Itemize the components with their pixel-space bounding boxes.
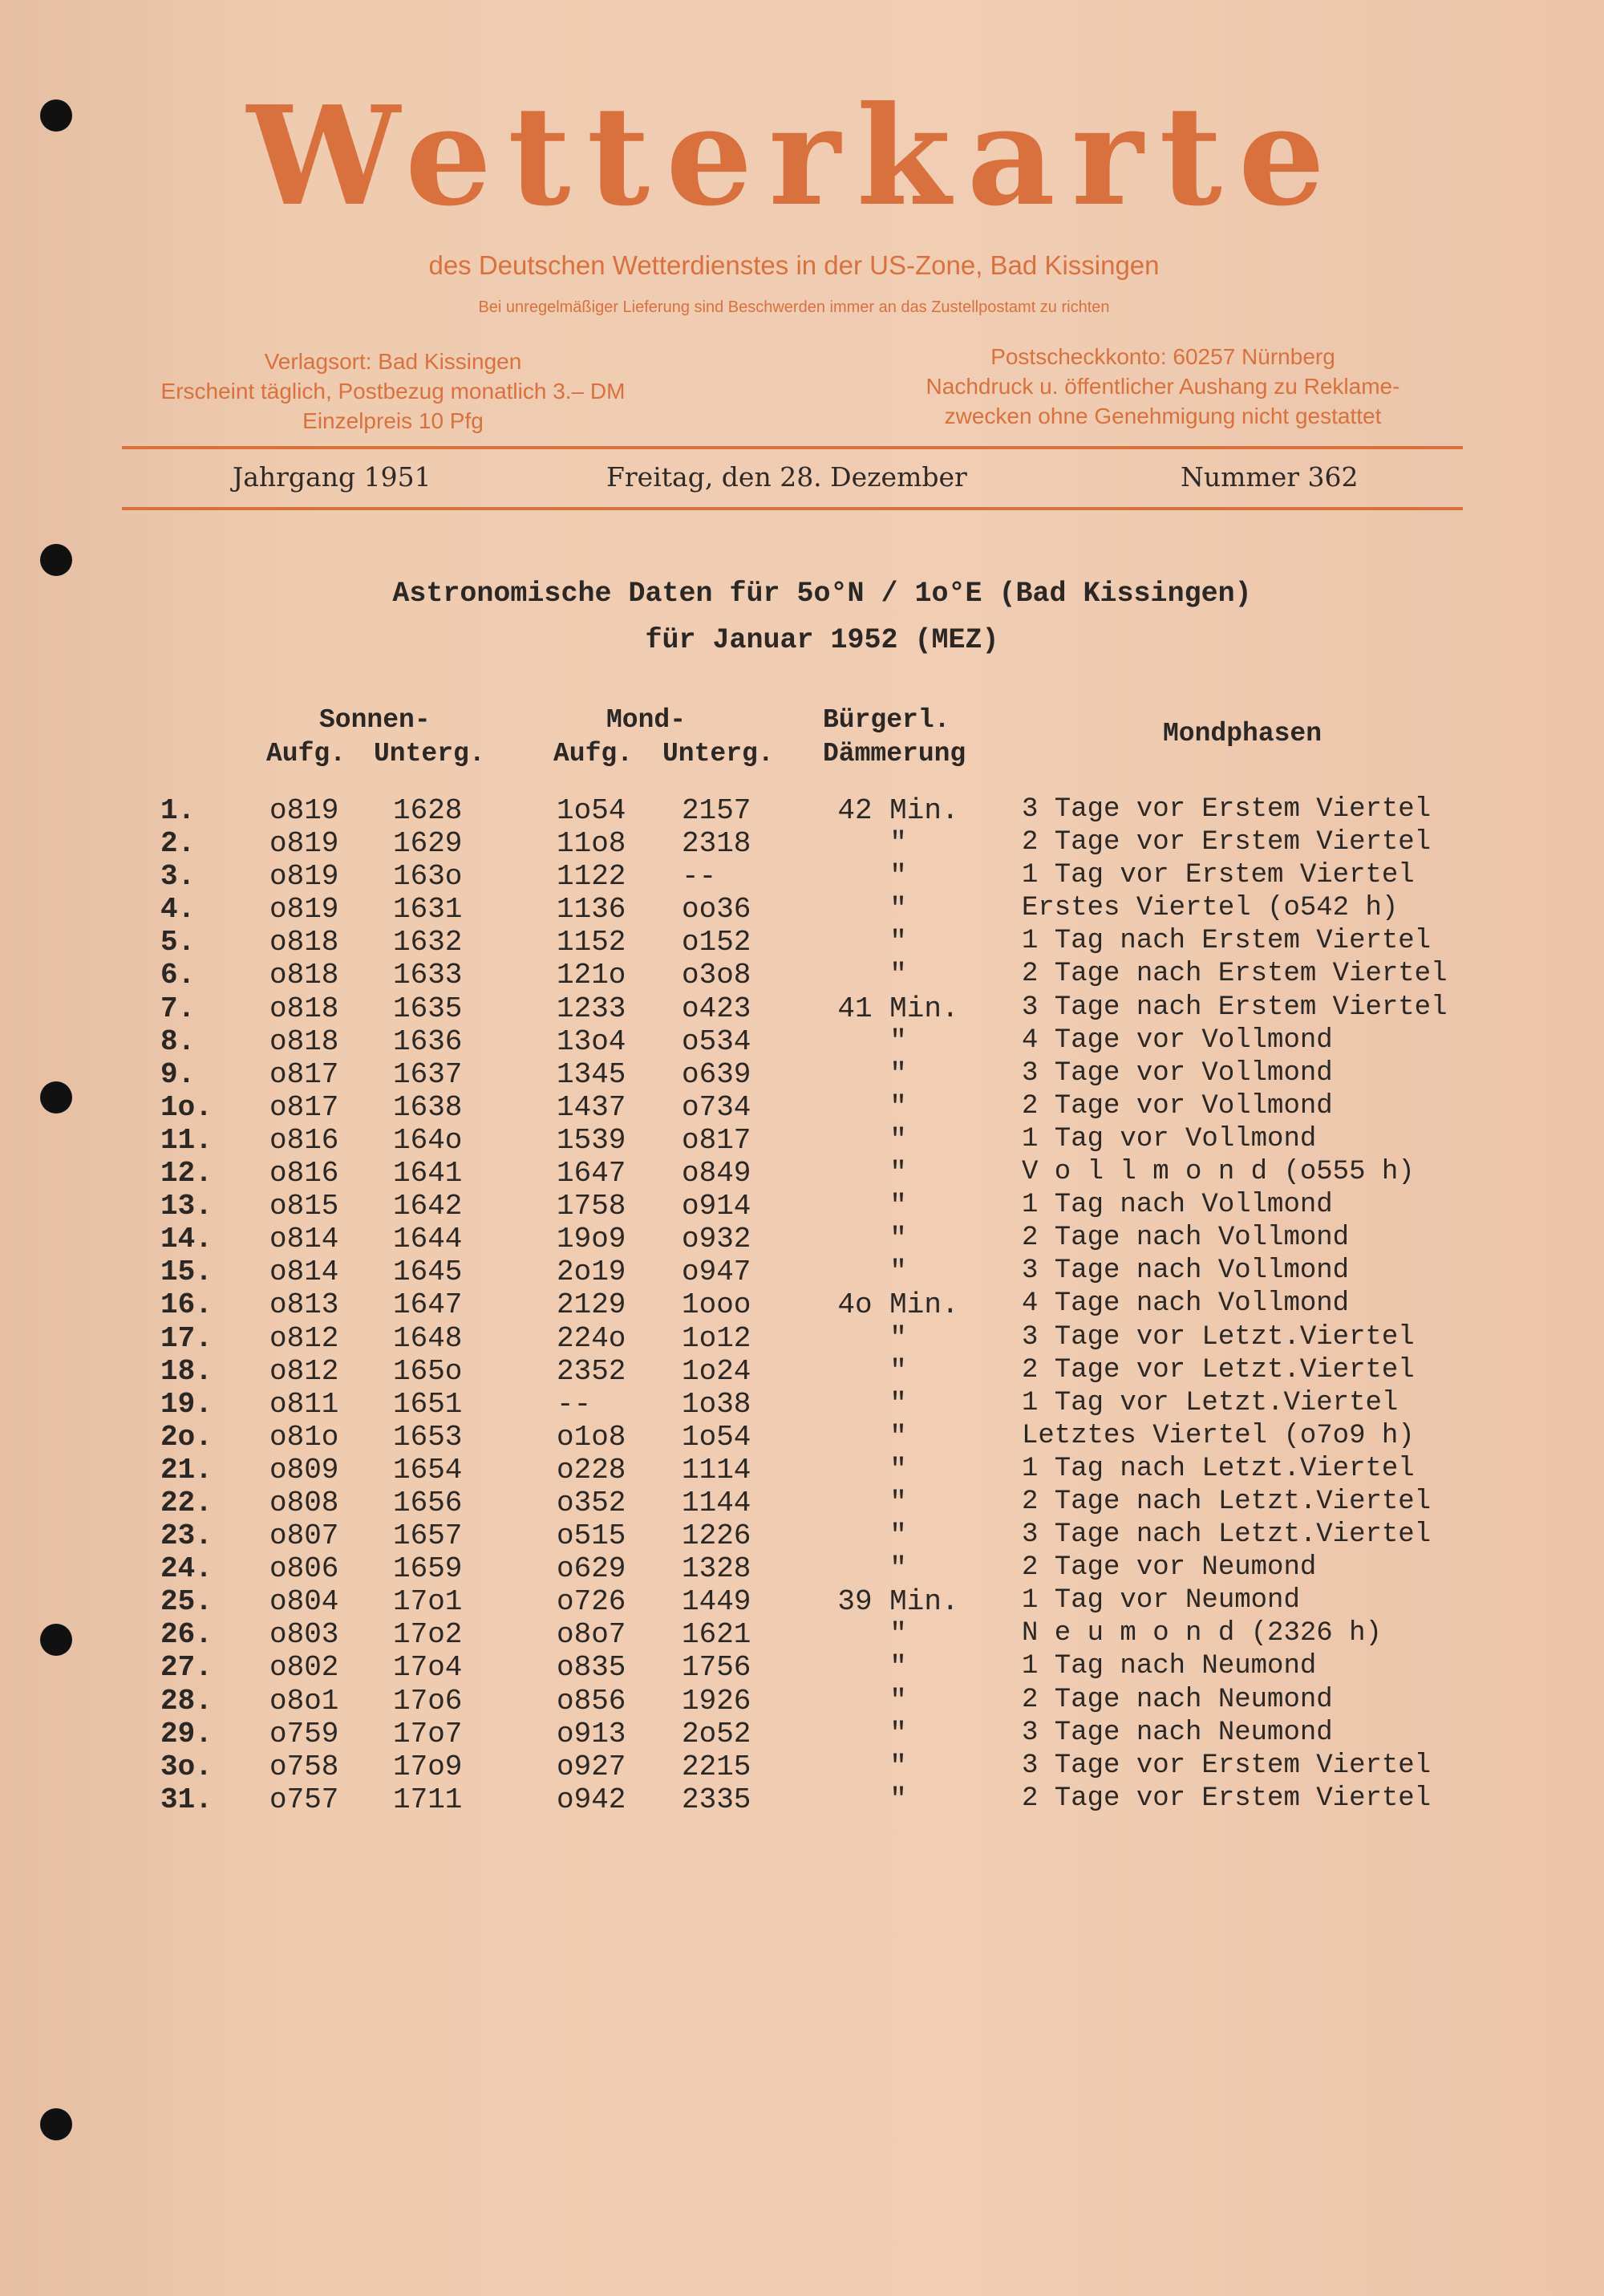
moon-rise-cell: 13o4	[557, 1024, 626, 1058]
twilight-cell: "	[889, 1717, 907, 1750]
sun-rise-cell: o816	[269, 1157, 339, 1191]
twilight-cell: "	[889, 926, 907, 959]
copyright-line: Postscheckkonto: 60257 Nürnberg	[990, 344, 1335, 369]
moon-set-cell: 1449	[682, 1585, 751, 1619]
moon-phase-cell: 1 Tag nach Letzt.Viertel	[1022, 1453, 1415, 1484]
sun-set-cell: 1654	[393, 1453, 463, 1487]
table-row	[0, 1618, 1604, 1651]
table-row	[0, 1190, 1604, 1223]
sun-rise-cell: o814	[269, 1223, 339, 1256]
moon-rise-cell: o515	[557, 1519, 626, 1553]
day-cell: 1.	[160, 794, 196, 827]
sun-set-cell: 1711	[393, 1783, 463, 1816]
twilight-cell: "	[889, 1190, 907, 1223]
moon-phase-cell: 3 Tage nach Neumond	[1022, 1717, 1333, 1748]
sun-rise-cell: o818	[269, 992, 339, 1025]
masthead-title: Wetterkarte	[246, 76, 1342, 237]
moon-set-cell: 2157	[682, 794, 751, 827]
moon-rise-cell: o927	[557, 1750, 626, 1783]
twilight-cell: 39 Min.	[837, 1585, 959, 1619]
moon-rise-cell: 1136	[557, 893, 626, 927]
day-cell: 26.	[160, 1618, 213, 1652]
day-cell: 2o.	[160, 1420, 213, 1454]
moon-set-cell: 2215	[682, 1750, 751, 1783]
moon-phase-cell: 1 Tag vor Erstem Viertel	[1022, 860, 1415, 891]
day-cell: 24.	[160, 1552, 213, 1586]
moon-phase-cell: 2 Tage nach Erstem Viertel	[1022, 959, 1448, 990]
masthead-subtitle: des Deutschen Wetterdienstes in der US-Zone, Bad Kissingen	[428, 250, 1160, 280]
moon-rise-cell: 1152	[557, 926, 626, 959]
publisher-line: Verlagsort: Bad Kissingen	[264, 349, 522, 374]
twilight-cell: "	[889, 1750, 907, 1783]
twilight-cell: "	[889, 1684, 907, 1718]
sun-set-cell: 1632	[393, 926, 463, 959]
sun-set-cell: 1628	[393, 794, 463, 827]
sun-rise-cell: o819	[269, 827, 339, 861]
twilight-cell: "	[889, 1123, 907, 1157]
moon-set-cell: o734	[682, 1090, 751, 1124]
twilight-cell: "	[889, 1618, 907, 1652]
col-header-sun-rise: Aufg.	[266, 739, 346, 769]
moon-set-cell: o152	[682, 926, 751, 959]
moon-rise-cell: 2o19	[557, 1255, 626, 1289]
copyright-line: Nachdruck u. öffentlicher Aushang zu Reklame-	[926, 374, 1400, 399]
day-cell: 17.	[160, 1321, 213, 1355]
sun-rise-cell: o8o1	[269, 1684, 339, 1718]
moon-rise-cell: o942	[557, 1783, 626, 1816]
sun-rise-cell: o802	[269, 1651, 339, 1685]
moon-set-cell: o817	[682, 1123, 751, 1157]
moon-phase-cell: 1 Tag nach Erstem Viertel	[1022, 926, 1432, 957]
moon-set-cell: 1o38	[682, 1387, 751, 1421]
sun-set-cell: 1638	[393, 1090, 463, 1124]
copyright-info	[890, 342, 1436, 431]
sun-set-cell: 1642	[393, 1190, 463, 1223]
issue-year: Jahrgang 1951	[233, 461, 431, 493]
moon-rise-cell: 224o	[557, 1321, 626, 1355]
moon-rise-cell: 1o54	[557, 794, 626, 827]
day-cell: 19.	[160, 1387, 213, 1421]
astronomy-table	[0, 794, 1604, 1816]
day-cell: 28.	[160, 1684, 213, 1718]
sun-rise-cell: o809	[269, 1453, 339, 1487]
twilight-cell: "	[889, 1387, 907, 1421]
moon-phase-cell: 4 Tage nach Vollmond	[1022, 1288, 1350, 1320]
moon-set-cell: o849	[682, 1157, 751, 1191]
moon-set-cell: 1621	[682, 1618, 751, 1652]
day-cell: 27.	[160, 1651, 213, 1685]
moon-phase-cell: 1 Tag vor Vollmond	[1022, 1123, 1317, 1154]
moon-set-cell: o639	[682, 1057, 751, 1091]
sun-set-cell: 1645	[393, 1255, 463, 1289]
moon-set-cell: 2335	[682, 1783, 751, 1816]
sun-set-cell: 1653	[393, 1420, 463, 1454]
moon-phase-cell: 3 Tage vor Erstem Viertel	[1022, 794, 1432, 825]
sun-set-cell: 1631	[393, 893, 463, 927]
moon-rise-cell: o726	[557, 1585, 626, 1619]
twilight-cell: "	[889, 1486, 907, 1519]
col-header-mondphasen: Mondphasen	[1163, 719, 1322, 748]
sun-rise-cell: o819	[269, 860, 339, 894]
moon-rise-cell: o629	[557, 1552, 626, 1586]
moon-rise-cell: --	[557, 1387, 592, 1421]
twilight-cell: "	[889, 1057, 907, 1091]
moon-set-cell: 1926	[682, 1684, 751, 1718]
moon-phase-cell: 3 Tage nach Erstem Viertel	[1022, 992, 1448, 1023]
twilight-cell: "	[889, 1651, 907, 1685]
issue-number: Nummer 362	[1181, 461, 1359, 493]
moon-phase-cell: 2 Tage vor Vollmond	[1022, 1090, 1333, 1122]
issue-date: Freitag, den 28. Dezember	[606, 461, 967, 493]
delivery-notice: Bei unregelmäßiger Lieferung sind Beschwerden immer an das Zustellpostamt zu richten	[478, 298, 1110, 316]
moon-phase-cell: 2 Tage vor Erstem Viertel	[1022, 1783, 1432, 1814]
moon-set-cell: oo36	[682, 893, 751, 927]
publisher-line: Erscheint täglich, Postbezug monatlich 3.– DM	[160, 379, 626, 404]
moon-phase-cell: 3 Tage nach Letzt.Viertel	[1022, 1519, 1432, 1551]
sun-set-cell: 164o	[393, 1123, 463, 1157]
punch-hole	[40, 544, 72, 576]
sun-rise-cell: o819	[269, 794, 339, 827]
sun-rise-cell: o818	[269, 926, 339, 959]
table-row	[0, 1750, 1604, 1783]
moon-set-cell: 1114	[682, 1453, 751, 1487]
col-header-mond: Mond-	[606, 705, 687, 735]
sun-rise-cell: o807	[269, 1519, 339, 1553]
moon-phase-cell: 2 Tage vor Neumond	[1022, 1552, 1317, 1584]
sun-set-cell: 1657	[393, 1519, 463, 1553]
moon-rise-cell: o913	[557, 1717, 626, 1750]
moon-set-cell: 1ooo	[682, 1288, 751, 1322]
day-cell: 22.	[160, 1486, 213, 1519]
sun-set-cell: 17o1	[393, 1585, 463, 1619]
sun-rise-cell: o817	[269, 1090, 339, 1124]
moon-phase-cell: 1 Tag nach Vollmond	[1022, 1190, 1333, 1221]
moon-phase-cell: 3 Tage vor Erstem Viertel	[1022, 1750, 1432, 1781]
table-row	[0, 1058, 1604, 1091]
moon-phase-cell: 2 Tage vor Erstem Viertel	[1022, 827, 1432, 858]
moon-phase-cell: 2 Tage vor Letzt.Viertel	[1022, 1354, 1415, 1385]
moon-set-cell: 2318	[682, 827, 751, 861]
moon-set-cell: --	[682, 860, 717, 894]
table-row	[0, 1091, 1604, 1124]
day-cell: 9.	[160, 1057, 196, 1091]
moon-set-cell: 1328	[682, 1552, 751, 1586]
day-cell: 1o.	[160, 1090, 213, 1124]
table-row	[0, 1388, 1604, 1421]
table-row	[0, 1783, 1604, 1816]
sun-rise-cell: o803	[269, 1618, 339, 1652]
twilight-cell: "	[889, 1420, 907, 1454]
sun-set-cell: 1648	[393, 1321, 463, 1355]
col-header-buergerl: Bürgerl.	[823, 705, 950, 735]
sun-rise-cell: o811	[269, 1387, 339, 1421]
sun-rise-cell: o81o	[269, 1420, 339, 1454]
sun-rise-cell: o816	[269, 1123, 339, 1157]
twilight-cell: "	[889, 1223, 907, 1256]
table-row	[0, 1454, 1604, 1487]
day-cell: 7.	[160, 992, 196, 1025]
twilight-cell: "	[889, 1453, 907, 1487]
twilight-cell: "	[889, 1090, 907, 1124]
moon-phase-cell: V o l l m o n d (o555 h)	[1022, 1157, 1415, 1188]
sun-rise-cell: o813	[269, 1288, 339, 1322]
day-cell: 5.	[160, 926, 196, 959]
moon-rise-cell: o856	[557, 1684, 626, 1718]
day-cell: 18.	[160, 1354, 213, 1388]
moon-rise-cell: o352	[557, 1486, 626, 1519]
day-cell: 3.	[160, 860, 196, 894]
sun-rise-cell: o812	[269, 1321, 339, 1355]
moon-set-cell: o3o8	[682, 959, 751, 992]
moon-set-cell: o947	[682, 1255, 751, 1289]
twilight-cell: "	[889, 1783, 907, 1816]
table-row	[0, 1487, 1604, 1519]
moon-phase-cell: 1 Tag vor Neumond	[1022, 1585, 1300, 1617]
day-cell: 29.	[160, 1717, 213, 1750]
bottom-rule	[122, 507, 1463, 510]
sun-set-cell: 1659	[393, 1552, 463, 1586]
twilight-cell: "	[889, 1552, 907, 1586]
col-header-sonnen: Sonnen-	[319, 705, 431, 735]
sun-set-cell: 17o9	[393, 1750, 463, 1783]
moon-rise-cell: 19o9	[557, 1223, 626, 1256]
sun-rise-cell: o815	[269, 1190, 339, 1223]
col-header-sun-set: Unterg.	[374, 739, 485, 769]
sun-set-cell: 165o	[393, 1354, 463, 1388]
day-cell: 6.	[160, 959, 196, 992]
moon-phase-cell: Erstes Viertel (o542 h)	[1022, 893, 1399, 924]
moon-phase-cell: 1 Tag vor Letzt.Viertel	[1022, 1387, 1399, 1418]
publisher-info	[136, 347, 650, 436]
moon-set-cell: 1756	[682, 1651, 751, 1685]
moon-rise-cell: 1647	[557, 1157, 626, 1191]
moon-set-cell: 2o52	[682, 1717, 751, 1750]
moon-set-cell: o423	[682, 992, 751, 1025]
day-cell: 11.	[160, 1123, 213, 1157]
moon-set-cell: 1o54	[682, 1420, 751, 1454]
sun-rise-cell: o818	[269, 1024, 339, 1058]
section-heading: Astronomische Daten für 5o°N / 1o°E (Bad Kissingen)	[392, 578, 1252, 610]
sun-set-cell: 1633	[393, 959, 463, 992]
sun-set-cell: 1637	[393, 1057, 463, 1091]
table-row	[0, 1255, 1604, 1288]
sun-rise-cell: o808	[269, 1486, 339, 1519]
table-row	[0, 860, 1604, 893]
table-row	[0, 1651, 1604, 1684]
sun-set-cell: 1644	[393, 1223, 463, 1256]
sun-set-cell: 1656	[393, 1486, 463, 1519]
moon-phase-cell: Letztes Viertel (o7o9 h)	[1022, 1420, 1415, 1451]
day-cell: 25.	[160, 1585, 213, 1619]
day-cell: 23.	[160, 1519, 213, 1553]
twilight-cell: "	[889, 827, 907, 861]
twilight-cell: "	[889, 1157, 907, 1191]
table-row	[0, 827, 1604, 860]
day-cell: 3o.	[160, 1750, 213, 1783]
sun-rise-cell: o758	[269, 1750, 339, 1783]
moon-phase-cell: 3 Tage vor Vollmond	[1022, 1057, 1333, 1089]
col-header-daemmerung: Dämmerung	[823, 739, 966, 769]
sun-set-cell: 17o4	[393, 1651, 463, 1685]
sun-set-cell: 17o2	[393, 1618, 463, 1652]
table-row	[0, 926, 1604, 959]
twilight-cell: "	[889, 1354, 907, 1388]
sun-set-cell: 1647	[393, 1288, 463, 1322]
table-row	[0, 1585, 1604, 1618]
twilight-cell: "	[889, 1255, 907, 1289]
moon-set-cell: o932	[682, 1223, 751, 1256]
sun-rise-cell: o817	[269, 1057, 339, 1091]
moon-phase-cell: 4 Tage vor Vollmond	[1022, 1024, 1333, 1056]
moon-rise-cell: 1345	[557, 1057, 626, 1091]
sun-rise-cell: o806	[269, 1552, 339, 1586]
top-rule	[122, 446, 1463, 449]
moon-phase-cell: 3 Tage vor Letzt.Viertel	[1022, 1321, 1415, 1353]
day-cell: 12.	[160, 1157, 213, 1191]
moon-rise-cell: 121o	[557, 959, 626, 992]
day-cell: 14.	[160, 1223, 213, 1256]
day-cell: 2.	[160, 827, 196, 861]
table-row	[0, 959, 1604, 992]
sun-set-cell: 17o6	[393, 1684, 463, 1718]
table-row	[0, 1552, 1604, 1585]
table-row	[0, 1288, 1604, 1321]
moon-rise-cell: o835	[557, 1651, 626, 1685]
sun-rise-cell: o759	[269, 1717, 339, 1750]
sun-set-cell: 163o	[393, 860, 463, 894]
table-row	[0, 1519, 1604, 1552]
twilight-cell: 41 Min.	[837, 992, 959, 1025]
table-row	[0, 1685, 1604, 1718]
table-row	[0, 1718, 1604, 1750]
moon-rise-cell: o228	[557, 1453, 626, 1487]
table-row	[0, 893, 1604, 926]
copyright-line: zwecken ohne Genehmigung nicht gestattet	[944, 404, 1382, 428]
twilight-cell: "	[889, 1519, 907, 1553]
moon-rise-cell: 1758	[557, 1190, 626, 1223]
sun-rise-cell: o804	[269, 1585, 339, 1619]
day-cell: 31.	[160, 1783, 213, 1816]
day-cell: 8.	[160, 1024, 196, 1058]
sun-set-cell: 1641	[393, 1157, 463, 1191]
moon-rise-cell: 11o8	[557, 827, 626, 861]
sun-set-cell: 1651	[393, 1387, 463, 1421]
moon-phase-cell: 2 Tage nach Neumond	[1022, 1684, 1333, 1715]
section-subheading: für Januar 1952 (MEZ)	[645, 624, 999, 656]
moon-rise-cell: 1233	[557, 992, 626, 1025]
moon-rise-cell: 1122	[557, 860, 626, 894]
twilight-cell: "	[889, 860, 907, 894]
table-row	[0, 1322, 1604, 1355]
moon-set-cell: 1o12	[682, 1321, 751, 1355]
col-header-moon-rise: Aufg.	[553, 739, 634, 769]
moon-phase-cell: N e u m o n d (2326 h)	[1022, 1618, 1382, 1649]
sun-rise-cell: o812	[269, 1354, 339, 1388]
moon-phase-cell: 3 Tage nach Vollmond	[1022, 1255, 1350, 1287]
sun-set-cell: 1635	[393, 992, 463, 1025]
col-header-moon-set: Unterg.	[662, 739, 774, 769]
sun-rise-cell: o814	[269, 1255, 339, 1289]
moon-set-cell: 1226	[682, 1519, 751, 1553]
sun-set-cell: 1636	[393, 1024, 463, 1058]
table-row	[0, 1124, 1604, 1157]
sun-set-cell: 17o7	[393, 1717, 463, 1750]
moon-phase-cell: 2 Tage nach Letzt.Viertel	[1022, 1486, 1432, 1517]
table-row	[0, 1025, 1604, 1058]
table-row	[0, 1421, 1604, 1454]
day-cell: 16.	[160, 1288, 213, 1322]
moon-rise-cell: 2352	[557, 1354, 626, 1388]
moon-phase-cell: 2 Tage nach Vollmond	[1022, 1223, 1350, 1254]
moon-set-cell: 1o24	[682, 1354, 751, 1388]
sun-rise-cell: o818	[269, 959, 339, 992]
moon-phase-cell: 1 Tag nach Neumond	[1022, 1651, 1317, 1682]
table-row	[0, 992, 1604, 1025]
twilight-cell: 4o Min.	[837, 1288, 959, 1322]
moon-rise-cell: 1437	[557, 1090, 626, 1124]
table-row	[0, 1157, 1604, 1190]
moon-rise-cell: o8o7	[557, 1618, 626, 1652]
moon-rise-cell: 2129	[557, 1288, 626, 1322]
twilight-cell: "	[889, 959, 907, 992]
moon-rise-cell: o1o8	[557, 1420, 626, 1454]
table-row	[0, 1355, 1604, 1388]
moon-set-cell: 1144	[682, 1486, 751, 1519]
punch-hole	[40, 2108, 72, 2140]
moon-set-cell: o914	[682, 1190, 751, 1223]
day-cell: 4.	[160, 893, 196, 927]
twilight-cell: 42 Min.	[837, 794, 959, 827]
table-row	[0, 1223, 1604, 1255]
twilight-cell: "	[889, 1321, 907, 1355]
day-cell: 15.	[160, 1255, 213, 1289]
day-cell: 21.	[160, 1453, 213, 1487]
day-cell: 13.	[160, 1190, 213, 1223]
table-row	[0, 794, 1604, 827]
moon-set-cell: o534	[682, 1024, 751, 1058]
publisher-line: Einzelpreis 10 Pfg	[302, 408, 484, 433]
sun-set-cell: 1629	[393, 827, 463, 861]
moon-rise-cell: 1539	[557, 1123, 626, 1157]
sun-rise-cell: o757	[269, 1783, 339, 1816]
sun-rise-cell: o819	[269, 893, 339, 927]
twilight-cell: "	[889, 1024, 907, 1058]
twilight-cell: "	[889, 893, 907, 927]
